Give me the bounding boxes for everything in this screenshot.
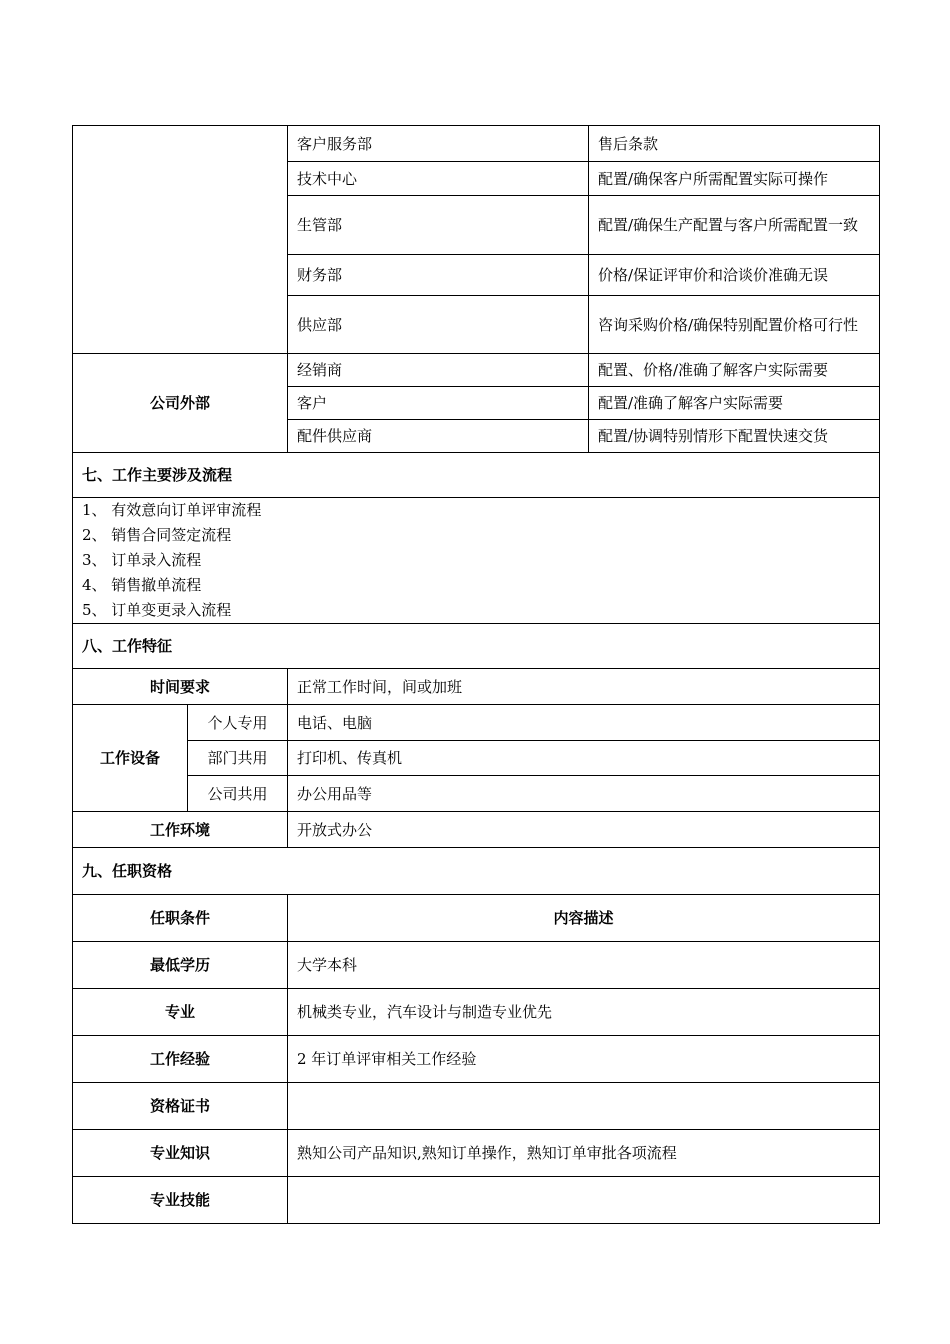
qual-value: 大学本科	[288, 942, 880, 989]
qual-value	[288, 1177, 880, 1224]
internal-group-cell	[73, 126, 288, 354]
qual-value: 机械类专业，汽车设计与制造专业优先	[288, 989, 880, 1036]
content-cell: 配置/确保客户所需配置实际可操作	[589, 162, 880, 196]
env-value: 开放式办公	[288, 812, 880, 848]
section-row	[73, 453, 880, 498]
table-row	[73, 989, 880, 1036]
dept-cell: 客户服务部	[288, 126, 589, 162]
table-row	[73, 1036, 880, 1083]
section-row	[73, 624, 880, 669]
section9-title: 九、任职资格	[73, 848, 880, 895]
content-cell: 售后条款	[589, 126, 880, 162]
equipment-value: 电话、电脑	[288, 705, 880, 741]
env-label: 工作环境	[73, 812, 288, 848]
equipment-type: 公司共用	[188, 776, 288, 812]
content-cell: 配置/确保生产配置与客户所需配置一致	[589, 196, 880, 255]
list-item: 3、 订单录入流程	[82, 551, 202, 569]
dept-cell: 技术中心	[288, 162, 589, 196]
table-row	[73, 812, 880, 848]
table-row	[73, 1083, 880, 1130]
table-row	[73, 776, 880, 812]
equipment-type: 个人专用	[188, 705, 288, 741]
qual-label: 最低学历	[73, 942, 288, 989]
list-item: 4、 销售撤单流程	[82, 576, 202, 594]
table-row	[73, 705, 880, 741]
header-description: 内容描述	[288, 895, 880, 942]
qual-value: 2 年订单评审相关工作经验	[288, 1036, 880, 1083]
qual-label: 专业知识	[73, 1130, 288, 1177]
section8-title: 八、工作特征	[73, 624, 880, 669]
list-item: 1、 有效意向订单评审流程	[82, 501, 262, 519]
equipment-type: 部门共用	[188, 741, 288, 776]
time-value: 正常工作时间，间或加班	[288, 669, 880, 705]
dept-cell: 财务部	[288, 255, 589, 296]
section-row	[73, 848, 880, 895]
content-cell: 配置/准确了解客户实际需要	[589, 387, 880, 420]
equipment-label: 工作设备	[73, 705, 188, 812]
table-row	[73, 942, 880, 989]
qual-label: 专业	[73, 989, 288, 1036]
list-item: 5、 订单变更录入流程	[82, 601, 232, 619]
table-header-row	[73, 895, 880, 942]
header-condition: 任职条件	[73, 895, 288, 942]
table-row	[73, 1130, 880, 1177]
qual-value	[288, 1083, 880, 1130]
content-cell: 配置、价格/准确了解客户实际需要	[589, 354, 880, 387]
qual-label: 专业技能	[73, 1177, 288, 1224]
table-row	[73, 354, 880, 387]
job-description-table	[72, 125, 880, 1224]
table-row	[73, 741, 880, 776]
equipment-value: 办公用品等	[288, 776, 880, 812]
external-group-label: 公司外部	[73, 354, 288, 453]
process-list	[73, 498, 880, 624]
table-row	[73, 126, 880, 162]
content-cell: 价格/保证评审价和洽谈价准确无误	[589, 255, 880, 296]
section7-title: 七、工作主要涉及流程	[73, 453, 880, 498]
list-item: 2、 销售合同签定流程	[82, 526, 232, 544]
table-row	[73, 1177, 880, 1224]
equipment-value: 打印机、传真机	[288, 741, 880, 776]
process-list-row	[73, 498, 880, 624]
dept-cell: 生管部	[288, 196, 589, 255]
qual-label: 资格证书	[73, 1083, 288, 1130]
dept-cell: 客户	[288, 387, 589, 420]
content-cell: 配置/协调特别情形下配置快速交货	[589, 420, 880, 453]
dept-cell: 配件供应商	[288, 420, 589, 453]
dept-cell: 供应部	[288, 296, 589, 354]
qual-label: 工作经验	[73, 1036, 288, 1083]
dept-cell: 经销商	[288, 354, 589, 387]
time-label: 时间要求	[73, 669, 288, 705]
content-cell: 咨询采购价格/确保特别配置价格可行性	[589, 296, 880, 354]
qual-value: 熟知公司产品知识,熟知订单操作，熟知订单审批各项流程	[288, 1130, 880, 1177]
table-row	[73, 669, 880, 705]
